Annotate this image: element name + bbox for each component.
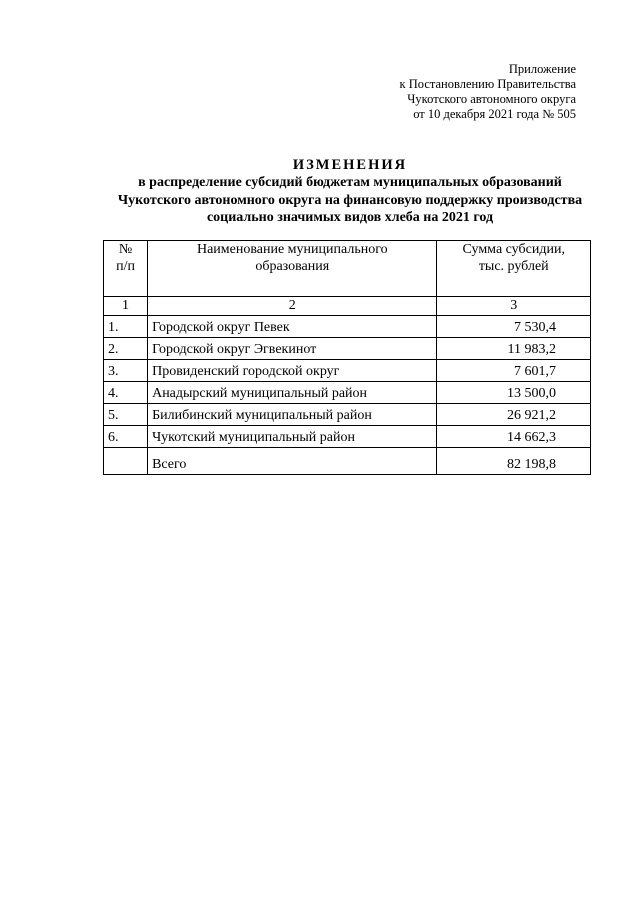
table-row [104,382,591,404]
row-number: 2. [104,338,148,360]
column-number: 3 [437,297,591,316]
row-sum: 26 921,2 [437,404,591,426]
row-sum: 7 601,7 [437,360,591,382]
total-label: Всего [148,448,437,475]
total-sum: 82 198,8 [437,448,591,475]
row-name: Городской округ Эгвекинот [148,338,437,360]
table-row [104,316,591,338]
row-sum: 11 983,2 [437,338,591,360]
appendix-line: к Постановлению Правительства [399,77,576,91]
header-number-line2: п/п [116,259,135,274]
row-name: Городской округ Певек [148,316,437,338]
appendix-block [380,62,576,122]
appendix-line: Приложение [508,62,576,76]
header-name-line1: Наименование муниципального [196,242,388,257]
header-sum-line2: тыс. рублей [478,259,549,274]
table-row [104,360,591,382]
table-header-row [104,241,591,297]
appendix-line: Чукотского автономного округа [407,92,576,106]
header-sum [437,241,591,297]
table-row [104,426,591,448]
column-number: 2 [148,297,437,316]
subsidy-table [103,240,591,475]
row-number: 3. [104,360,148,382]
header-name [148,241,437,297]
title-main: ИЗМЕНЕНИЯ [292,157,408,173]
row-sum: 14 662,3 [437,426,591,448]
row-sum: 7 530,4 [437,316,591,338]
row-number: 4. [104,382,148,404]
row-name: Провиденский городской округ [148,360,437,382]
row-number: 1. [104,316,148,338]
table-row [104,404,591,426]
row-sum: 13 500,0 [437,382,591,404]
header-sum-line1: Сумма субсидии, [462,242,565,257]
header-number [104,241,148,297]
document-title [60,156,640,227]
table-row [104,338,591,360]
appendix-line: от 10 декабря 2021 года № 505 [413,107,576,121]
subtitle-line: Чукотского автономного округа на финансовую поддержку производства [117,192,583,208]
column-number-row [104,297,591,316]
column-number: 1 [104,297,148,316]
subtitle-line: социально значимых видов хлеба на 2021 год [206,210,494,225]
total-number [104,448,148,475]
row-number: 6. [104,426,148,448]
subtitle-line: в распределение субсидий бюджетам муниципальных образований [138,175,562,190]
total-row [104,448,591,475]
row-name: Билибинский муниципальный район [148,404,437,426]
row-name: Чукотский муниципальный район [148,426,437,448]
header-name-line2: образования [255,259,330,274]
header-number-line1: № [118,242,133,257]
row-number: 5. [104,404,148,426]
row-name: Анадырский муниципальный район [148,382,437,404]
